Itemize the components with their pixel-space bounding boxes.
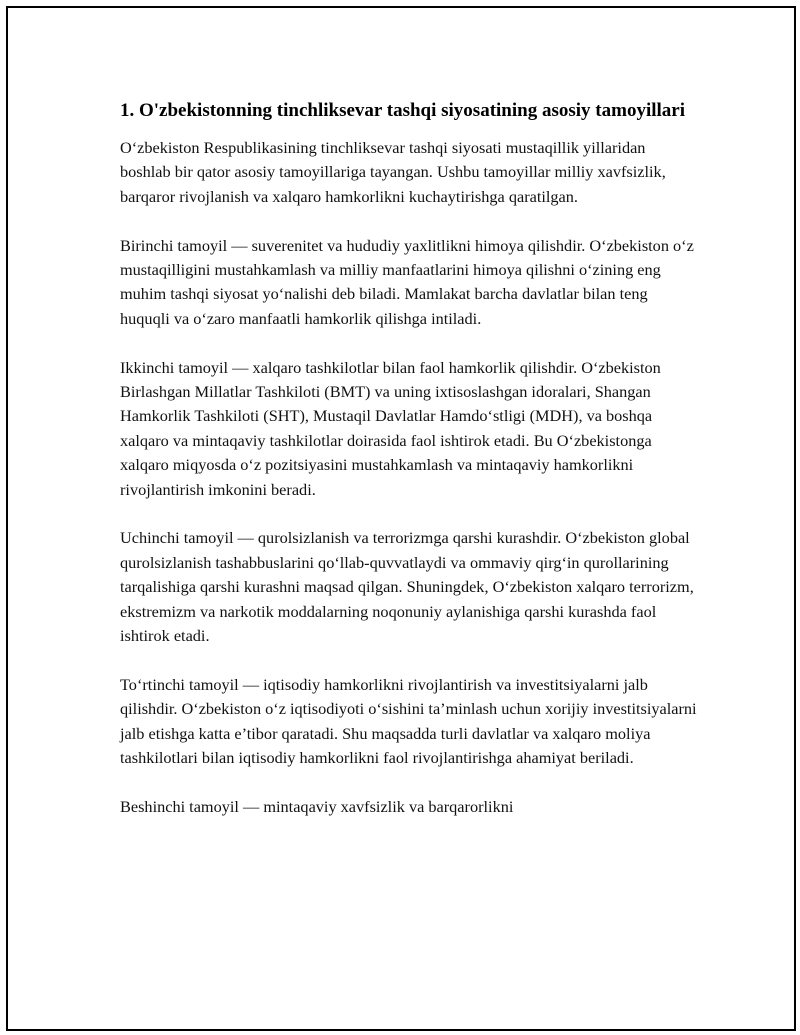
paragraph-principle-2: Ikkinchi tamoyil — xalqaro tashkilotlar bilan faol hamkorlik qilishdir. O‘zbekiston Birlashgan Millatlar Tashkiloti (BMT) va uning ixtisoslashgan idoralari, Shangan Hamkorlik Tashkiloti (SHT), Mustaqil Davlatlar Hamdo‘stligi (MDH), va boshqa xalqaro va mintaqaviy tashkilotlar doirasida faol ishtirok etadi. Bu O‘zbekistonga xalqaro miqyosda o‘z pozitsiyasini mustahkamlash va mintaqaviy hamkorlikni rivojlantirish imkonini beradi. [120, 357, 661, 499]
paragraph-principle-5: Beshinchi tamoyil — mintaqaviy xavfsizlik va barqarorlikni [120, 796, 514, 816]
paragraph-principle-4: To‘rtinchi tamoyil — iqtisodiy hamkorlikni rivojlantirish va investitsiyalarni jalb qilishdir. O‘zbekiston o‘z iqtisodiyoti o‘sishini ta’minlash uchun xorijiy investitsiyalarni jalb etishga katta e’tibor qaratadi. Shu maqsadda turli davlatlar va xalqaro moliya tashkilotlari bilan iqtisodiy hamkorlikni faol rivojlantirishga ahamiyat beriladi. [120, 674, 697, 768]
paragraph-intro: O‘zbekiston Respublikasining tinchliksevar tashqi siyosati mustaqillik yillaridan boshlab bir qator asosiy tamoyillariga tayangan. Ushbu tamoyillar milliy xavfsizlik, barqaror rivojlanish va xalqaro hamkorlikni kuchaytirishga qaratilgan. [120, 138, 666, 206]
page-frame [6, 6, 796, 1031]
section-heading: 1. O'zbekistonning tinchliksevar tashqi siyosatining asosiy tamoyillari [120, 100, 685, 121]
document-body [120, 97, 700, 844]
paragraph-principle-1: Birinchi tamoyil — suverenitet va hududiy yaxlitlikni himoya qilishdir. O‘zbekiston o‘z mustaqilligini mustahkamlash va milliy manfaatlarini himoya qilishni o‘zining eng muhim tashqi siyosat yo‘nalishi deb biladi. Mamlakat barcha davlatlar bilan teng huquqli va o‘zaro manfaatli hamkorlik qilishga intiladi. [120, 235, 694, 328]
paragraph-principle-3: Uchinchi tamoyil — qurolsizlanish va terrorizmga qarshi kurashdir. O‘zbekiston global qurolsizlanish tashabbuslarini qo‘llab-quvvatlaydi va ommaviy qirg‘in qurollarining tarqalishiga qarshi kurashni maqsad qilgan. Shuningdek, O‘zbekiston xalqaro terrorizm, ekstremizm va narkotik moddalarning noqonuniy aylanishiga qarshi kurashda faol ishtirok etadi. [120, 528, 694, 646]
